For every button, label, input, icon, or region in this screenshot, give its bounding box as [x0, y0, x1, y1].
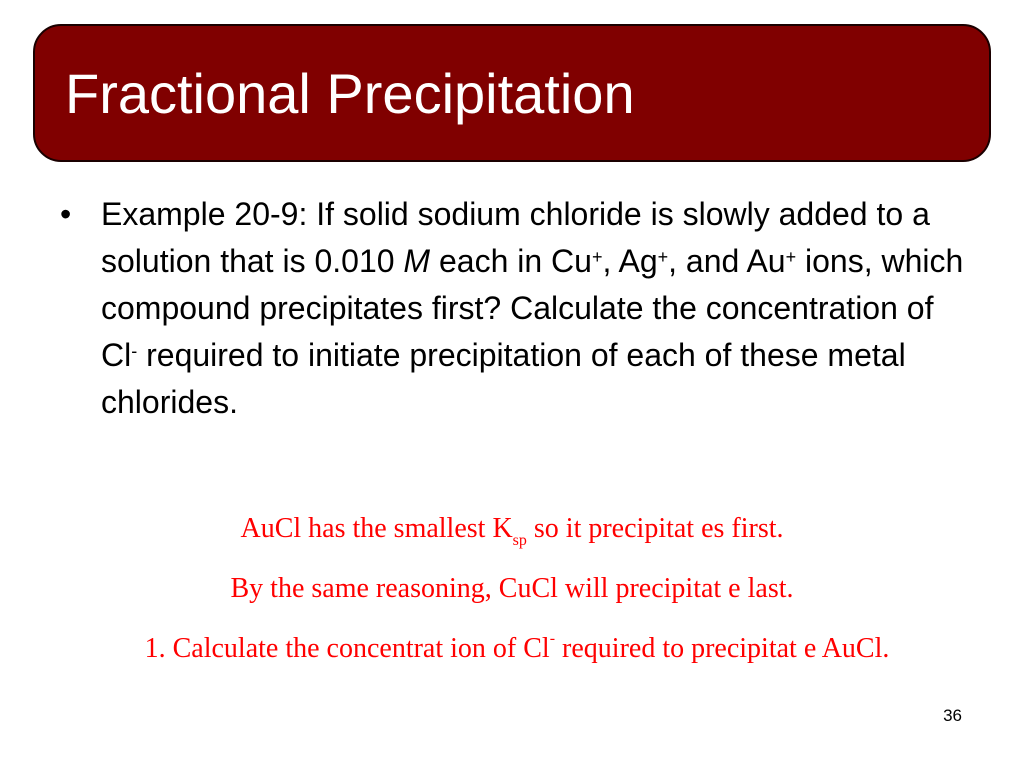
molarity-symbol: M — [403, 243, 431, 279]
solution-line-1 — [0, 513, 1024, 549]
bullet-text-part: each in Cu — [430, 243, 592, 279]
au-charge: + — [785, 247, 797, 267]
bullet-text-part: , Ag — [602, 243, 658, 279]
bullet-text-part: , and Au — [668, 243, 786, 279]
cl-charge: - — [131, 341, 138, 361]
solution-line-3 — [5, 630, 1024, 664]
solution-text: By the same reasoning, CuCl will precipitat e last. — [230, 573, 794, 604]
ksp-subscript: sp — [512, 532, 527, 549]
bullet-icon: • — [60, 196, 72, 232]
slide-title: Fractional Precipitation — [65, 62, 635, 125]
solution-text: so it precipitat es first. — [526, 513, 784, 544]
bullet-text-part: required to initiate precipitation of each of these metal chlorides. — [101, 337, 906, 420]
solution-line-2 — [0, 575, 1024, 603]
ag-charge: + — [657, 247, 669, 267]
bullet-text — [101, 191, 970, 426]
bullet-text-part: Example 20-9: If solid sodium chloride is slowly added to a solution that is 0.010 — [101, 196, 930, 279]
solution-text: required to precipitat e AuCl. — [555, 633, 890, 664]
solution-text: AuCl has the smallest K — [240, 513, 513, 544]
chloride-charge: - — [549, 630, 556, 647]
cu-charge: + — [591, 247, 603, 267]
title-bar — [33, 24, 991, 162]
bullet-text-part: ions, which compound precipitates first? Calculate the concentration of Cl — [101, 243, 964, 373]
solution-text: 1. Calculate the concentrat ion of Cl — [144, 633, 550, 664]
slide-number: 36 — [943, 706, 962, 725]
bullet-item — [60, 191, 970, 426]
